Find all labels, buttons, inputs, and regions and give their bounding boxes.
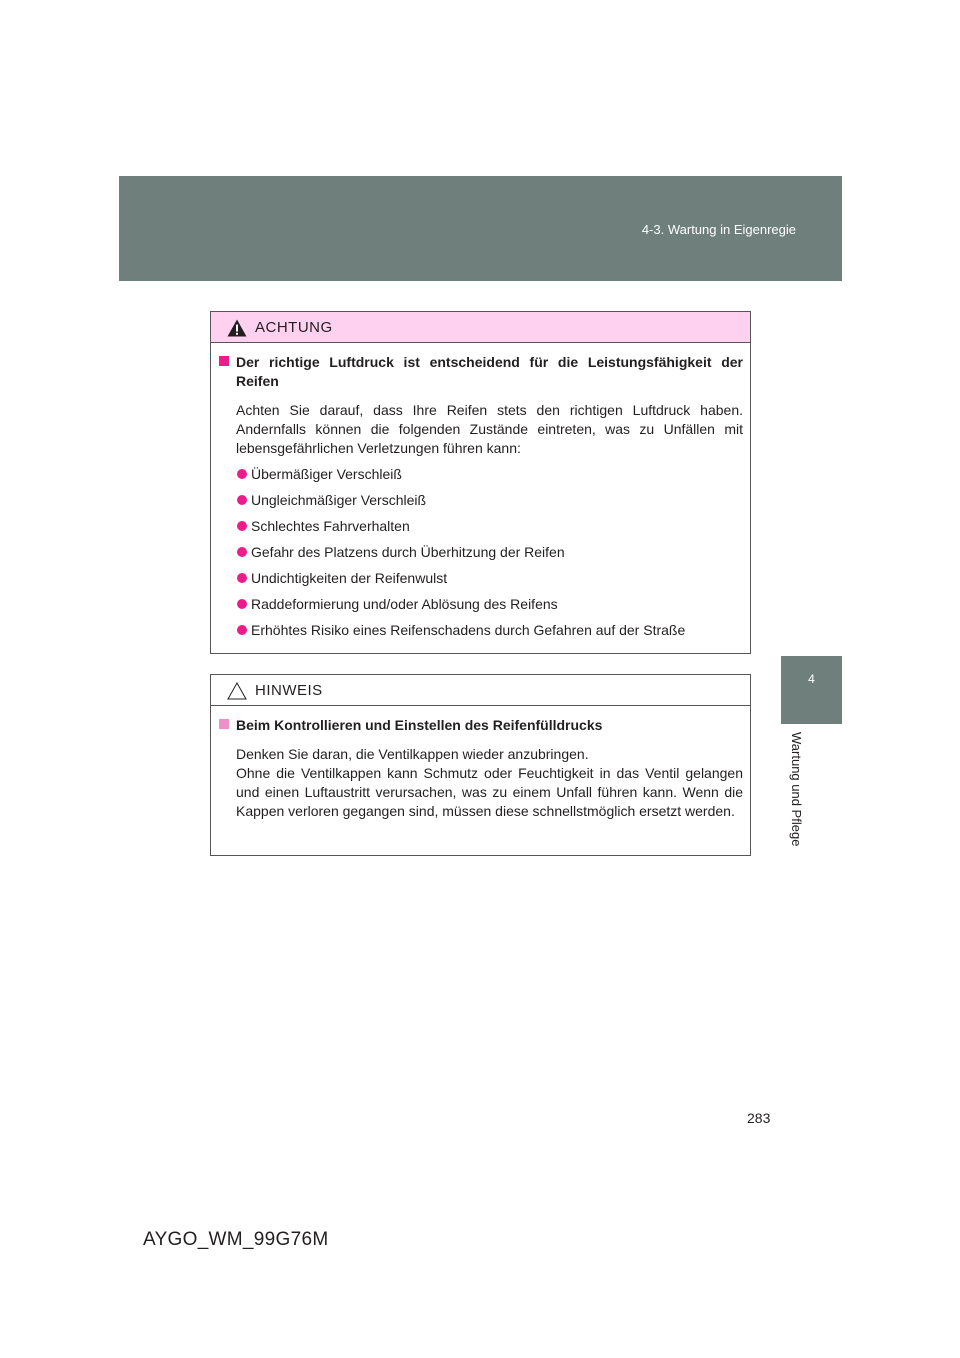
header-band	[119, 176, 842, 281]
dot-bullet-icon	[237, 573, 247, 583]
dot-bullet-icon	[237, 599, 247, 609]
chapter-tab	[781, 656, 842, 724]
note-line-2: Ohne die Ventilkappen kann Schmutz oder Feuchtigkeit in das Ventil gelangen und einen Luftaustritt verursachen, was zu einem Unfall führen kann. Wenn die Kappen verloren gegangen sind, müssen diese schnellstmöglich ersetzt werden.	[236, 765, 743, 819]
chapter-label: Wartung und Pflege	[789, 732, 804, 847]
warning-label: ACHTUNG	[255, 319, 333, 336]
note-heading	[218, 716, 743, 735]
list-item: Erhöhtes Risiko eines Reifenschadens durch Gefahren auf der Straße	[218, 621, 743, 640]
square-bullet-icon	[219, 719, 229, 729]
note-box-header	[211, 675, 750, 706]
note-line-1: Denken Sie daran, die Ventilkappen wieder anzubringen.	[236, 746, 589, 762]
dot-bullet-icon	[237, 469, 247, 479]
warning-box	[210, 311, 751, 654]
list-item: Übermäßiger Verschleiß	[218, 465, 743, 484]
warning-heading-text: Der richtige Luftdruck ist entscheidend für die Leistungsfähigkeit der Reifen	[236, 354, 743, 389]
square-bullet-icon	[219, 356, 229, 366]
caution-triangle-outline-icon	[227, 682, 247, 700]
document-code: AYGO_WM_99G76M	[143, 1229, 329, 1250]
list-item: Undichtigkeiten der Reifenwulst	[218, 569, 743, 588]
list-item: Ungleichmäßiger Verschleiß	[218, 491, 743, 510]
note-heading-text: Beim Kontrollieren und Einstellen des Reifenfülldrucks	[236, 717, 603, 733]
dot-bullet-icon	[237, 625, 247, 635]
note-box	[210, 674, 751, 856]
list-item: Raddeformierung und/oder Ablösung des Reifens	[218, 595, 743, 614]
note-label: HINWEIS	[255, 682, 323, 699]
page-number: 283	[747, 1110, 771, 1126]
section-title: 4-3. Wartung in Eigenregie	[641, 222, 796, 237]
list-item: Schlechtes Fahrverhalten	[218, 517, 743, 536]
dot-bullet-icon	[237, 521, 247, 531]
dot-bullet-icon	[237, 547, 247, 557]
warning-intro: Achten Sie darauf, dass Ihre Reifen stets den richtigen Luftdruck haben. Andernfalls können die folgenden Zustände eintreten, was zu Unfällen mit lebensgefährlichen Verletzungen führen kann:	[236, 402, 743, 456]
dot-bullet-icon	[237, 495, 247, 505]
list-item: Gefahr des Platzens durch Überhitzung der Reifen	[218, 543, 743, 562]
warning-box-header	[211, 312, 750, 343]
chapter-number: 4	[808, 672, 815, 686]
warning-triangle-icon	[227, 319, 247, 337]
warning-heading	[218, 353, 743, 391]
